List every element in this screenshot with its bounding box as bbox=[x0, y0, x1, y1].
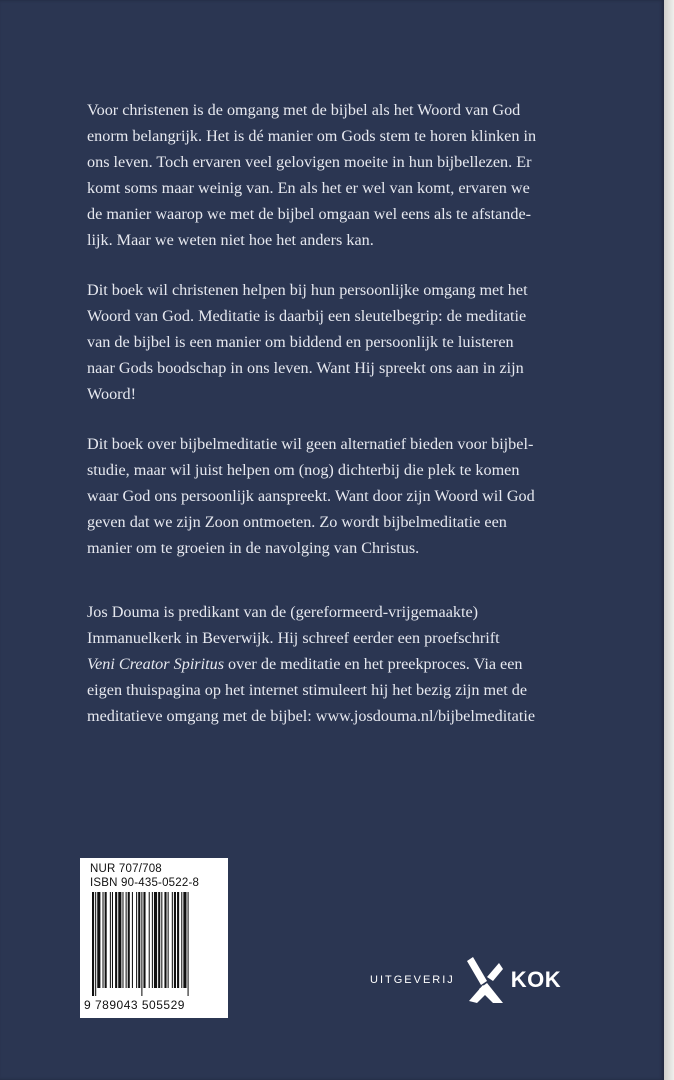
blurb-text bbox=[87, 97, 587, 729]
nur-code: NUR 707/708 bbox=[90, 863, 162, 875]
kok-logo-icon bbox=[463, 955, 505, 1005]
paragraph-3: Dit boek over bijbelmeditatie wil geen alternatief bieden voor bijbel- studie, maar wil juist helpen om (nog) dichterbij die plek te komen waar God ons persoonlijk aanspreekt. Want door zijn Woord wil God geven dat we zijn Zoon ontmoeten. Zo wordt bijbelmeditatie een manier om te groeien in de navolging van Christus. bbox=[87, 435, 535, 557]
publisher-label: UITGEVERIJ bbox=[370, 974, 455, 986]
paragraph-1: Voor christenen is de omgang met de bijbel als het Woord van God enorm belangrijk. Het is dé manier om Gods stem te horen klinken in ons leven. Toch ervaren veel gelovigen moeite in hun bijbellezen. Er komt soms maar weinig van. En als het er wel van komt, ervaren we de manier waarop we met de bijbel omgaan wel eens als te afstande- lijk. Maar we weten niet hoe het anders kan. bbox=[87, 101, 537, 249]
isbn-code: ISBN 90-435-0522-8 bbox=[90, 877, 200, 889]
publisher-name: KOK bbox=[510, 967, 562, 992]
publisher-logo bbox=[370, 955, 561, 1005]
paragraph-2: Dit boek wil christenen helpen bij hun persoonlijke omgang met het Woord van God. Meditatie is daarbij een sleutelbegrip: de meditatie van de bijbel is een manier om biddend en persoonlijk te luisteren naar Gods boodschap in ons leven. Want Hij spreekt ons aan in zijn Woord! bbox=[87, 281, 528, 403]
barcode-bars bbox=[90, 892, 220, 996]
barcode-label bbox=[80, 858, 228, 1018]
author-bio: Jos Douma is predikant van de (gereformeerd-vrijgemaakte) Immanuelkerk in Beverwijk. Hij schreef eerder een proefschrift Veni Creator Spiritus over de meditatie en het preekproces. Via een eigen thuispagina op het internet stimuleert hij het bezig zijn met de meditatieve omgang met de bijbel: www.josdouma.nl/bijbelmeditatie bbox=[87, 603, 536, 725]
barcode-number: 9 789043 505529 bbox=[84, 998, 185, 1012]
page-edge bbox=[664, 0, 674, 1080]
